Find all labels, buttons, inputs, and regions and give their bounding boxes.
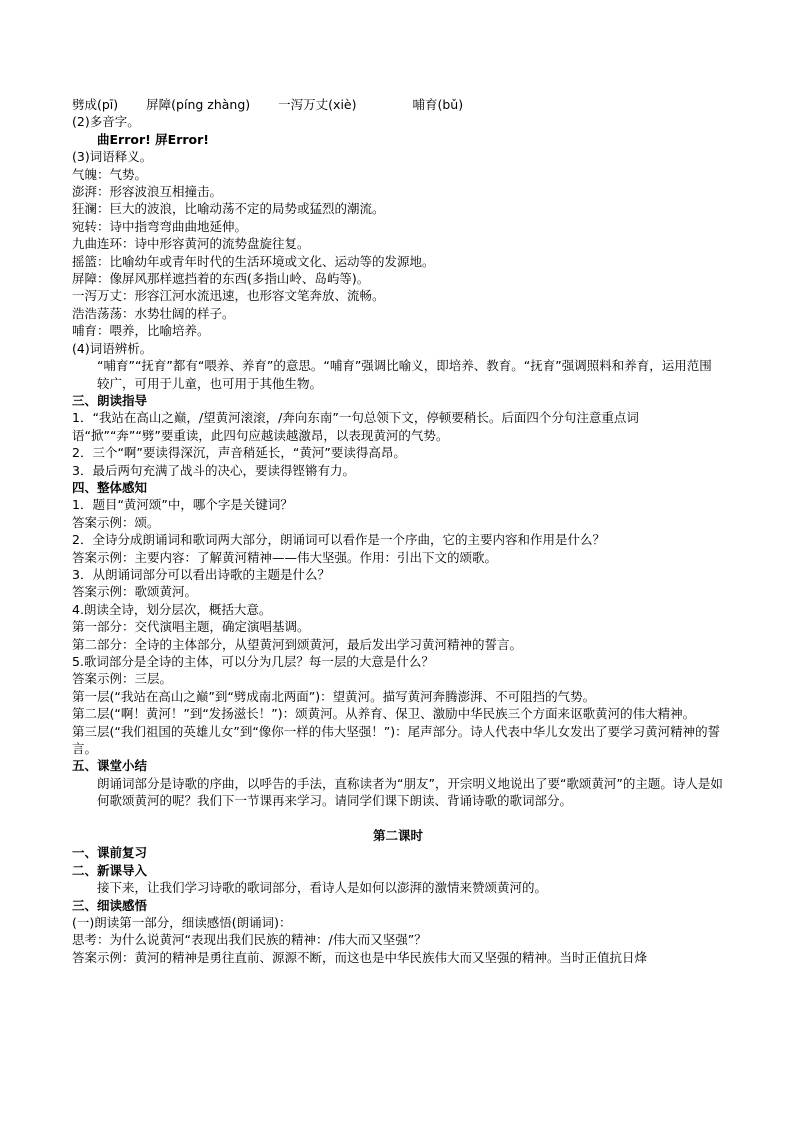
overall-heading: 四、整体感知 [72,479,148,495]
definition-item: 一泻万丈：形容江河水流迅速，也形容文笔奔放、流畅。 [72,288,385,304]
analysis-heading: (4)词语辨析。 [72,340,153,356]
question-line: 思考：为什么说黄河“表现出我们民族的精神：/伟大而又坚强”？ [72,932,427,948]
overall-line: 答案示例：三层。 [72,671,173,687]
pinyin-item: 一泻万丈(xiè) [278,97,357,112]
definition-item: 气魄：气势。 [72,166,148,182]
overall-line: 答案示例：歌颂黄河。 [72,584,198,600]
definition-item: 屏障：像屏风那样遮挡着的东西(多指山岭、岛屿等)。 [72,271,370,287]
pinyin-item: 哺育(bǔ) [412,97,464,112]
definition-item: 浩浩荡荡：水势壮阔的样子。 [72,305,235,321]
pinyin-item: 屏障(píng zhàng) [146,97,251,112]
answer-line: 答案示例：黄河的精神是勇往直前、源源不断，而这也是中华民族伟大而又坚强的精神。当时正值抗日烽 [72,949,648,965]
summary-paragraph: 朗诵词部分是诗歌的序曲，以呼告的手法，直称读者为“朋友”，开宗明义地说出了要“歌颂黄河”的主题。诗人是如何歌颂黄河的呢？我们下一节课再来学习。请同学们课下朗读、背诵诗歌的歌词部分。 [97,775,723,809]
lesson-two-title: 第二课时 [372,828,423,844]
definition-item: 澎湃：形容波浪互相撞击。 [72,184,223,200]
definition-item: 宛转：诗中指弯弯曲曲地延伸。 [72,218,248,234]
summary-heading: 五、课堂小结 [72,758,148,774]
definition-item: 狂澜：巨大的波浪，比喻动荡不定的局势或猛烈的潮流。 [72,201,385,217]
definition-item: 九曲连环：诗中形容黄河的流势盘旋往复。 [72,236,310,252]
overall-line: 第二层(“啊！黄河！”到“发扬滋长！”)：颂黄河。从养育、保卫、激励中华民族三个方面来讴歌黄河的伟大精神。 [72,706,696,722]
reading-guide-heading: 三、朗读指导 [72,392,148,408]
overall-line: 答案示例：颂。 [72,514,160,530]
definition-item: 摇篮：比喻幼年或青年时代的生活环境或文化、运动等的发源地。 [72,253,435,269]
overall-line: 第二部分：全诗的主体部分，从望黄河到颂黄河，最后发出学习黄河精神的誓言。 [72,636,523,652]
overall-line: 2．全诗分成朗诵词和歌词两大部分，朗诵词可以看作是一个序曲，它的主要内容和作用是什么？ [72,532,605,548]
reading-guide-item: 1．“我站在高山之巅，/望黄河滚滚，/奔向东南”一句总领下文，停顿要稍长。后面四个分句注意重点词语“掀”“奔”“劈”要重读，此四句应越读越激昂，以表现黄河的气势。 [72,410,639,443]
definitions-heading: (3)词语释义。 [72,149,153,165]
definition-item: 哺育：喂养，比喻培养。 [72,323,210,339]
close-reading-heading: 三、细读感悟 [72,897,148,913]
pinyin-item: 劈成(pī) [72,97,119,112]
overall-line: 4.朗读全诗，划分层次，概括大意。 [72,601,272,617]
intro-heading: 二、新课导入 [72,862,148,878]
overall-line: 第一部分：交代演唱主题，确定演唱基调。 [72,619,310,635]
pinyin-line [72,96,724,113]
reading-guide-item: 2．三个“啊”要读得深沉，声音稍延长，“黄河”要读得高昂。 [72,445,406,461]
polyphone-heading: (2)多音字。 [72,114,140,130]
overall-line: 第一层(“我站在高山之巅”到“劈成南北两面”)：望黄河。描写黄河奔腾澎湃、不可阻挡的气势。 [72,688,596,704]
overall-line: 第三层(“我们祖国的英雄儿女”到“像你一样的伟大坚强！”)：尾声部分。诗人代表中华儿女发出了要学习黄河精神的誓言。 [72,723,721,757]
document-page [72,96,724,966]
intro-paragraph: 接下来，让我们学习诗歌的歌词部分，看诗人是如何以澎湃的激情来赞颂黄河的。 [97,880,548,896]
overall-line: 答案示例：主要内容：了解黄河精神——伟大坚强。作用：引出下文的颂歌。 [72,549,498,565]
close-reading-subheading: (一)朗读第一部分，细读感悟(朗诵词)： [72,915,292,931]
review-heading: 一、课前复习 [72,845,148,861]
reading-guide-item: 3．最后两句充满了战斗的决心，要读得铿锵有力。 [72,462,355,478]
overall-line: 1．题目“黄河颂”中，哪个字是关键词？ [72,497,293,513]
overall-line: 5.歌词部分是全诗的主体，可以分为几层？每一层的大意是什么？ [72,654,434,669]
analysis-paragraph: “哺育”“抚育”都有“喂养、养育”的意思。“哺育”强调比喻义，即培养、教育。“抚育”强调照料和养育，运用范围较广，可用于儿童，也可用于其他生物。 [97,358,712,391]
polyphone-line: 曲Error! 屏Error! [97,131,209,147]
overall-line: 3．从朗诵词部分可以看出诗歌的主题是什么？ [72,566,330,582]
